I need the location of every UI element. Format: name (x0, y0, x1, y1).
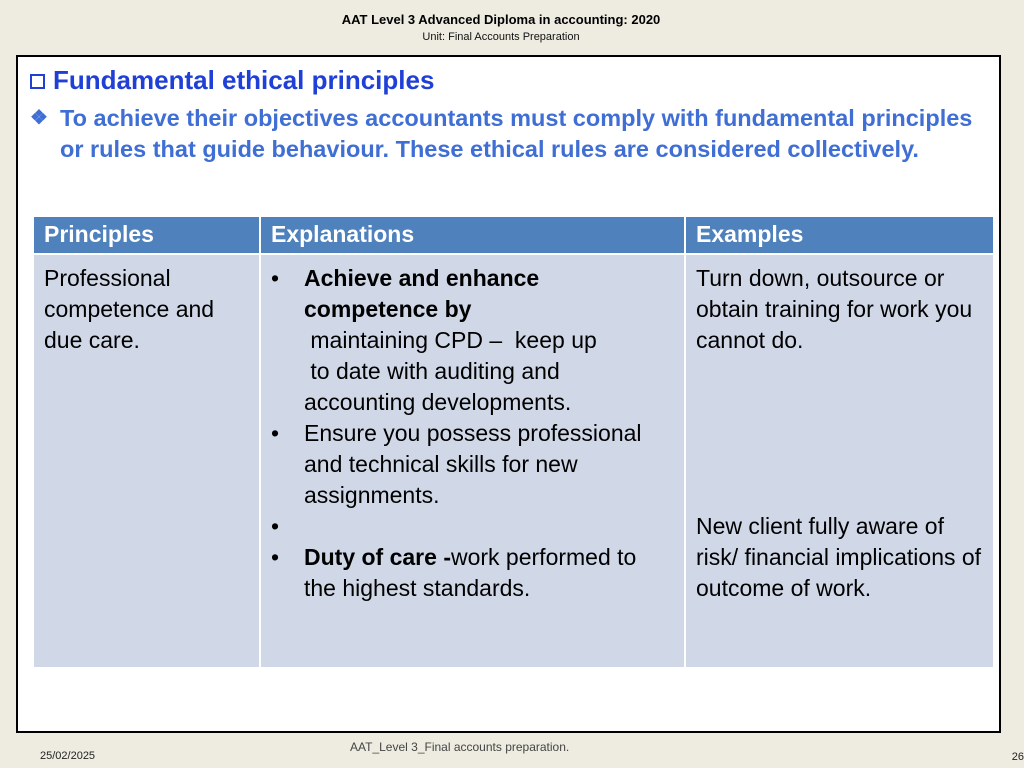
principle-cell (33, 254, 260, 668)
example-1-text: Turn down, outsource or obtain training for work you cannot do. (696, 265, 973, 353)
explanation-item (271, 418, 674, 511)
heading-text: Fundamental ethical principles (53, 65, 435, 95)
column-header-explanations: Explanations (260, 216, 685, 254)
column-header-examples: Examples (685, 216, 994, 254)
header-title: AAT Level 3 Advanced Diploma in accounting: 2020 (341, 12, 661, 27)
page-number: 26 (1011, 751, 1024, 763)
content-frame (16, 55, 1001, 733)
section-heading (30, 65, 434, 96)
table-header-row (33, 216, 994, 254)
spacer (271, 511, 674, 542)
diamond-bullet-icon: ❖ (30, 107, 48, 129)
footer-center-text: AAT_Level 3_Final accounts preparation. (350, 740, 570, 754)
slide-header (0, 12, 1002, 43)
explanation-1-line-a: maintaining CPD – keep up (304, 327, 597, 353)
explanation-cell (260, 254, 685, 668)
table-row (33, 254, 994, 668)
explanation-1-line-c: accounting developments. (304, 389, 572, 415)
explanation-1-line-b: to date with auditing and (304, 358, 560, 384)
principle-text: Professional competence and due care. (44, 265, 215, 353)
intro-paragraph (30, 103, 995, 165)
explanation-1-bold-a: Achieve and enhance (304, 265, 540, 291)
column-header-principles: Principles (33, 216, 260, 254)
example-2-text: New client fully aware of risk/ financial implications of outcome of work. (696, 513, 982, 601)
intro-text: To achieve their objectives accountants must comply with fundamental principles or rules that guide behaviour. These ethical rules are considered collectively. (60, 105, 973, 162)
example-cell (685, 254, 994, 668)
explanation-item (271, 542, 674, 604)
explanation-2-text: Ensure you possess professional and technical skills for new assignments. (304, 420, 642, 508)
explanation-item (271, 263, 674, 418)
explanation-list (271, 263, 674, 604)
checkbox-bullet-icon (30, 74, 45, 89)
explanation-3-bold: Duty of care - (304, 544, 451, 570)
header-subtitle: Unit: Final Accounts Preparation (422, 31, 580, 43)
principles-table (32, 215, 995, 669)
explanation-3-rest: work performed to the highest standards. (304, 544, 637, 601)
footer-date: 25/02/2025 (40, 750, 96, 762)
explanation-1-bold-b: competence by (304, 296, 472, 322)
